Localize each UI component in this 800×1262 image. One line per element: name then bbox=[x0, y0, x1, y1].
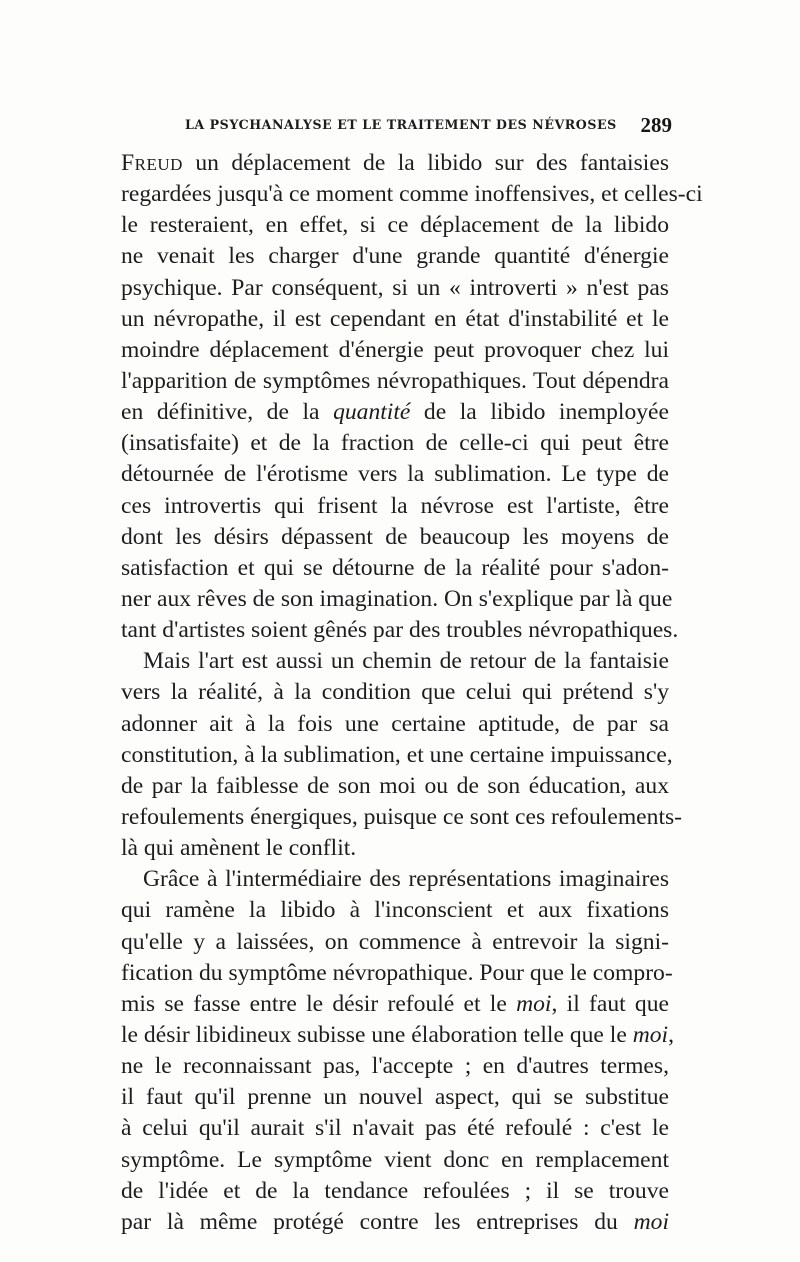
text-segment: il faut qu'il prenne un nouvel aspect, qui se substitue bbox=[121, 1084, 669, 1111]
text-line bbox=[121, 771, 669, 802]
text-segment: symptôme. Le symptôme vient donc en remplacement bbox=[121, 1146, 669, 1173]
running-head bbox=[120, 115, 672, 139]
text-segment: , bbox=[668, 1021, 675, 1048]
text-line bbox=[121, 864, 669, 895]
text-line bbox=[121, 1113, 669, 1144]
text-line bbox=[121, 740, 673, 771]
text-line bbox=[121, 1051, 669, 1082]
running-title: LA PSYCHANALYSE ET LE TRAITEMENT DES NÉVROSES bbox=[185, 117, 617, 132]
text-line bbox=[121, 241, 669, 272]
text-line bbox=[121, 304, 669, 335]
italic-word: moi bbox=[633, 1208, 669, 1235]
author-name: Freud bbox=[121, 150, 183, 176]
text-line bbox=[121, 802, 683, 833]
text-segment: de l'idée et de la tendance refoulées ; il se trouve bbox=[121, 1177, 669, 1204]
text-line bbox=[121, 491, 669, 522]
text-segment: un déplacement de la libido sur des fantaisies bbox=[182, 150, 669, 176]
text-segment: , il faut que bbox=[551, 990, 669, 1017]
page-number: 289 bbox=[640, 113, 672, 137]
text-line bbox=[121, 553, 669, 584]
text-segment: tant d'artistes soient gênés par des troubles névropathiques. bbox=[121, 617, 679, 644]
text-segment: l'apparition de symptômes névropathiques. Tout dépendra bbox=[121, 367, 669, 394]
text-segment: le désir libidineux subisse une élaboration telle que le bbox=[121, 1021, 633, 1048]
text-segment: détournée de l'érotisme vers la sublimation. Le type de bbox=[121, 461, 669, 488]
text-segment: qui ramène la libido à l'inconscient et aux fixations bbox=[121, 897, 669, 924]
text-segment: satisfaction et qui se détourne de la réalité pour s'adon- bbox=[121, 554, 669, 581]
text-line bbox=[121, 428, 669, 459]
text-segment: en définitive, de la bbox=[121, 399, 334, 426]
text-segment: dont les désirs dépassent de beaucoup les moyens de bbox=[121, 523, 669, 550]
text-segment: Mais l'art est aussi un chemin de retour de la fantaisie bbox=[143, 648, 669, 675]
text-line bbox=[121, 615, 679, 646]
text-line bbox=[121, 459, 669, 490]
italic-word: moi bbox=[516, 990, 552, 1017]
text-line bbox=[121, 366, 669, 397]
text-line bbox=[121, 273, 669, 304]
text-line bbox=[121, 1020, 675, 1051]
text-line bbox=[121, 677, 669, 708]
italic-word: moi bbox=[632, 1021, 669, 1048]
text-line bbox=[121, 1082, 669, 1113]
text-segment: Grâce à l'intermédiaire des représentations imaginaires bbox=[143, 866, 669, 893]
text-segment: là qui amènent le conflit. bbox=[121, 835, 357, 862]
text-line bbox=[121, 833, 669, 864]
text-line bbox=[121, 1207, 669, 1238]
text-segment: à celui qu'il aurait s'il n'avait pas été refoulé : c'est le bbox=[121, 1115, 669, 1142]
text-segment: constitution, à la sublimation, et une certaine impuissance, bbox=[121, 741, 673, 768]
text-line bbox=[121, 1176, 669, 1207]
text-segment: moindre déplacement d'énergie peut provoquer chez lui bbox=[121, 336, 669, 363]
text-segment: mis se fasse entre le désir refoulé et le bbox=[121, 990, 517, 1017]
text-segment: ne venait les charger d'une grande quantité d'énergie bbox=[121, 243, 669, 270]
body-text bbox=[121, 148, 703, 1238]
text-segment: vers la réalité, à la condition que celui qui prétend s'y bbox=[121, 679, 669, 706]
text-line bbox=[121, 210, 669, 241]
text-line bbox=[121, 895, 669, 926]
text-segment: le resteraient, en effet, si ce déplacement de la libido bbox=[121, 212, 669, 239]
text-segment: refoulements énergiques, puisque ce sont ces refoulements- bbox=[121, 803, 683, 830]
text-line bbox=[121, 584, 673, 615]
text-line bbox=[121, 335, 669, 366]
text-line bbox=[121, 646, 669, 677]
text-segment: ne le reconnaissant pas, l'accepte ; en d'autres termes, bbox=[121, 1053, 669, 1080]
text-line bbox=[121, 1145, 669, 1176]
text-line bbox=[121, 709, 669, 740]
text-segment: regardées jusqu'à ce moment comme inoffensives, et celles-ci bbox=[121, 181, 703, 208]
text-segment: de par la faiblesse de son moi ou de son éducation, aux bbox=[121, 772, 669, 799]
text-segment: psychique. Par conséquent, si un « introverti » n'est pas bbox=[121, 274, 669, 301]
text-segment: ces introvertis qui frisent la névrose est l'artiste, être bbox=[121, 492, 669, 519]
text-line bbox=[121, 179, 703, 210]
text-line bbox=[121, 958, 673, 989]
text-line bbox=[121, 522, 669, 553]
text-segment: ner aux rêves de son imagination. On s'explique par là que bbox=[121, 585, 673, 612]
text-segment: (insatisfaite) et de la fraction de celle-ci qui peut être bbox=[121, 430, 669, 457]
text-segment: qu'elle y a laissées, on commence à entrevoir la signi- bbox=[121, 928, 669, 955]
text-line bbox=[121, 397, 669, 428]
text-segment: un névropathe, il est cependant en état d'instabilité et le bbox=[121, 305, 669, 332]
italic-word: quantité bbox=[333, 399, 411, 426]
text-segment: de la libido inemployée bbox=[410, 399, 669, 426]
text-segment: par là même protégé contre les entreprises du bbox=[121, 1208, 634, 1235]
text-segment: fication du symptôme névropathique. Pour que le compro- bbox=[121, 959, 673, 986]
text-line bbox=[121, 148, 669, 179]
text-line bbox=[121, 927, 669, 958]
text-line bbox=[121, 989, 669, 1020]
text-segment: adonner ait à la fois une certaine aptitude, de par sa bbox=[121, 710, 669, 737]
